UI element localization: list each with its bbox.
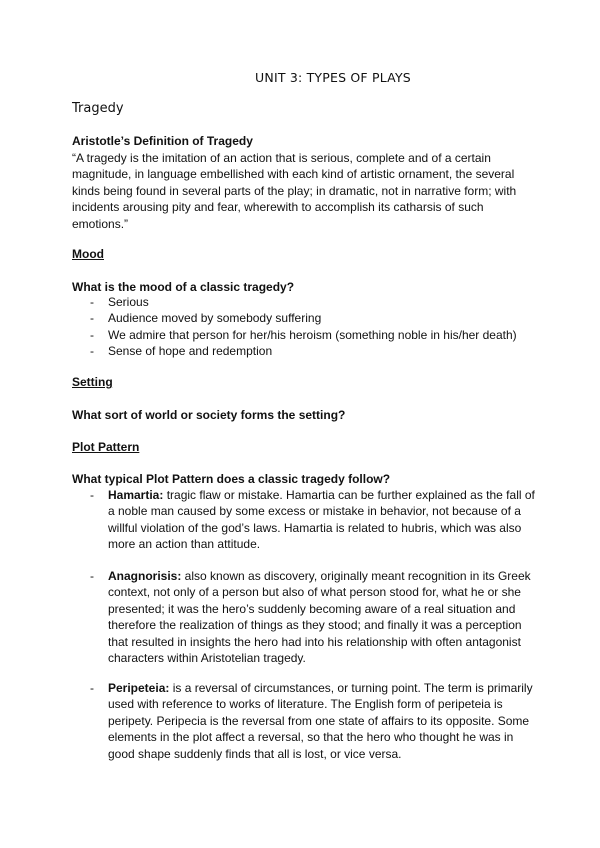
list-item-text: Audience moved by somebody suffering <box>108 311 322 326</box>
list-item-text: Serious <box>108 295 149 309</box>
list-item: - Anagnorisis: also known as discovery, originally meant recognition in its Greek context, not only of a person but also of what person stood for, what he or she presented; it was the hero’s suddenly becoming aware of a real situation and therefore the realization of things as they stood; and finally it was a perception that resulted in insights the hero had into his relationship with often antagonist characters within Aristotelian tragedy. <box>90 569 531 666</box>
mood-question: What is the mood of a classic tragedy? <box>72 280 295 294</box>
list-item: - Peripeteia: is a reversal of circumstances, or turning point. The term is primarily used with reference to works of literature. The English form of peripeteia is peripety. Peripecia is the reversal from one state of affairs to its opposite. Some elements in the plot affect a reversal, so that the hero who thought he was in good shape suddenly finds that all is lost, or vice versa. <box>90 681 533 761</box>
list-item: - Sense of hope and redemption <box>90 344 273 359</box>
mood-list <box>72 294 532 360</box>
setting-question: What sort of world or society forms the setting? <box>72 408 346 422</box>
list-item-text: We admire that person for her/his heroism (something noble in his/her death) <box>108 327 517 342</box>
plot-question: What typical Plot Pattern does a classic tragedy follow? <box>72 472 391 486</box>
term-anagnorisis: Anagnorisis: <box>108 569 182 583</box>
list-item: - We admire that person for her/his heroism (something noble in his/her death) <box>90 327 517 342</box>
plot-list-peripeteia <box>72 680 542 762</box>
plot-list-anagnorisis <box>72 568 542 666</box>
plot-list-hamartia <box>72 487 542 553</box>
section-title-tragedy: Tragedy <box>72 101 124 116</box>
term-definition: also known as discovery, originally meant recognition in its Greek context, not only of a person but also of what person stood for, what he or she presented; it was the hero’s suddenly becoming aware of a real situation and therefore the realization of things as they stood; and finally it was a perception that resulted in insights the hero had into his relationship with often antagonist characters within Aristotelian tragedy. <box>108 569 531 666</box>
list-item: - Audience moved by somebody suffering <box>90 311 322 326</box>
definition-quote: “A tragedy is the imitation of an action that is serious, complete and of a certain magnitude, in language embellished with each kind of artistic ornament, the several kinds being found in several parts of the play; in dramatic, not in narrative form; with incidents arousing pity and fear, wherewith to accomplish its catharsis of such emotions.” <box>72 151 517 231</box>
setting-heading: Setting <box>72 375 113 389</box>
mood-heading: Mood <box>72 247 104 261</box>
definition-heading: Aristotle’s Definition of Tragedy <box>72 134 253 148</box>
page-title: UNIT 3: TYPES OF PLAYS <box>255 70 411 85</box>
list-item: - Serious <box>90 295 149 309</box>
plot-heading: Plot Pattern <box>72 440 140 454</box>
term-definition: tragic flaw or mistake. Hamartia can be further explained as the fall of a noble man caused by some excess or mistake in behavior, not because of a willful violation of the god’s laws. Hamartia is related to hubris, which was also more an action than attitude. <box>108 488 535 552</box>
term-hamartia: Hamartia: <box>108 488 164 502</box>
list-item-text: Sense of hope and redemption <box>108 344 273 359</box>
term-definition: is a reversal of circumstances, or turning point. The term is primarily used with reference to works of literature. The English form of peripeteia is peripety. Peripecia is the reversal from one state of affairs to its opposite. Some elements in the plot affect a reversal, so that the hero who thought he was in good shape suddenly finds that all is lost, or vice versa. <box>108 681 533 761</box>
list-item: - Hamartia: tragic flaw or mistake. Hamartia can be further explained as the fall of a noble man caused by some excess or mistake in behavior, not because of a willful violation of the god’s laws. Hamartia is related to hubris, which was also more an action than attitude. <box>90 488 535 552</box>
term-peripeteia: Peripeteia: <box>108 681 170 695</box>
